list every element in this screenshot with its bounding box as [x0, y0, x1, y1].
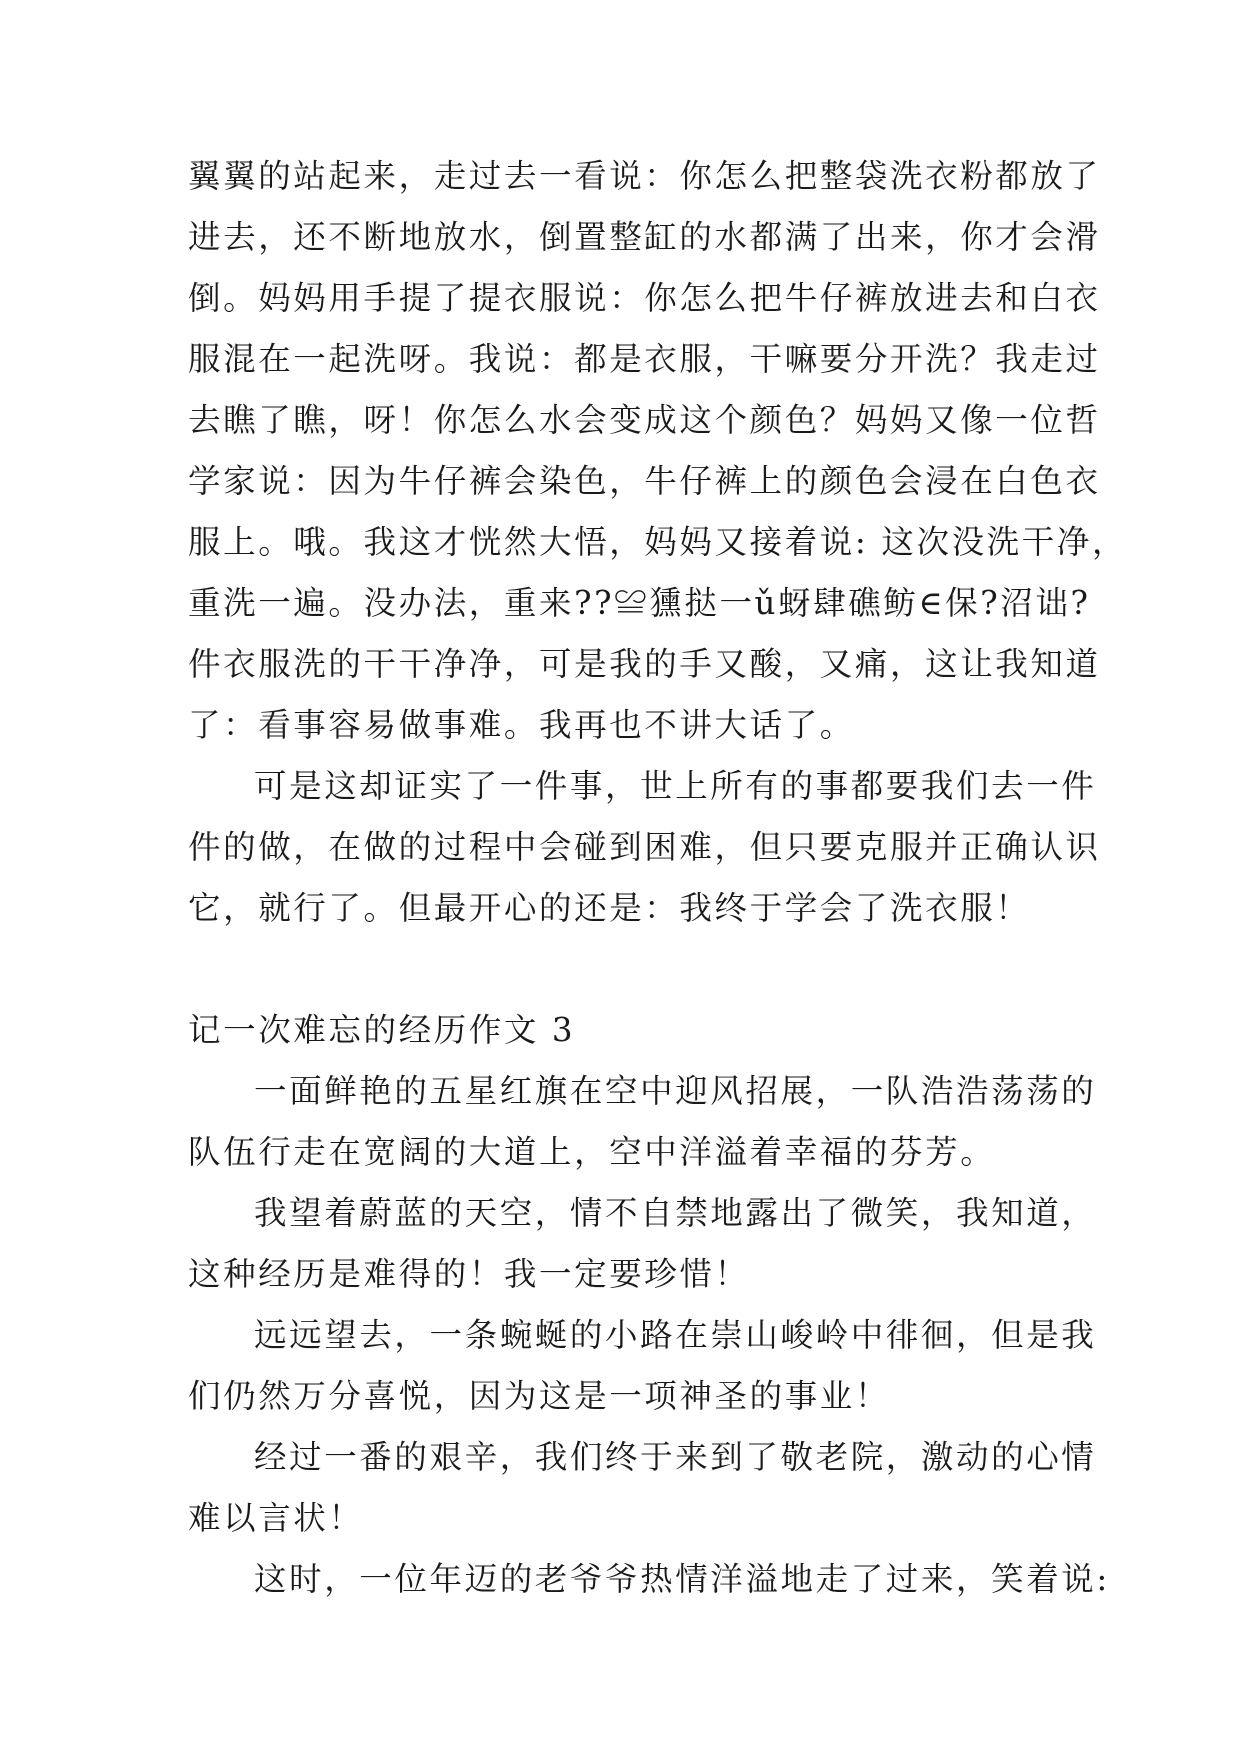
text-line: 了：看事容易做事难。我再也不讲大话了。 [188, 706, 855, 744]
text-line: 一面鲜艳的五星红旗在空中迎风招展，一队浩浩荡荡的 [254, 1072, 1097, 1110]
text-line: 服混在一起洗呀。我说：都是衣服，干嘛要分开洗？我走过 [188, 340, 1101, 378]
section-spacer [188, 939, 1068, 1000]
text-line: 翼翼的站起来，走过去一看说：你怎么把整袋洗衣粉都放了 [188, 157, 1101, 195]
text-line: 们仍然万分喜悦，因为这是一项神圣的事业！ [188, 1377, 891, 1415]
text-line: 件的做，在做的过程中会碰到困难，但只要克服并正确认识 [188, 828, 1101, 866]
text-line: 经过一番的艰辛，我们终于来到了敬老院，激动的心情 [254, 1438, 1097, 1476]
text-line: 去瞧了瞧，呀！你怎么水会变成这个颜色？妈妈又像一位哲 [188, 401, 1101, 439]
text-line: 进去，还不断地放水，倒置整缸的水都满了出来，你才会滑 [188, 218, 1101, 256]
paragraph [188, 756, 1101, 939]
document-body [188, 146, 1128, 1610]
paragraph [188, 1183, 1097, 1305]
text-line: 件衣服洗的干干净净，可是我的手又酸，又痛，这让我知道 [188, 645, 1101, 683]
section-heading: 记一次难忘的经历作文 3 [188, 1011, 576, 1049]
text-line: 可是这却证实了一件事，世上所有的事都要我们去一件 [254, 767, 1097, 805]
text-line: 远远望去，一条蜿蜒的小路在崇山峻岭中徘徊，但是我 [254, 1316, 1097, 1354]
paragraph [188, 146, 1128, 756]
paragraph [188, 1061, 1097, 1183]
section-memorable-experience [188, 1000, 1110, 1610]
text-line: 学家说：因为牛仔裤会染色，牛仔裤上的颜色会浸在白色衣 [188, 462, 1101, 500]
paragraph [188, 1549, 1110, 1610]
text-line: 难以言状！ [188, 1499, 364, 1537]
text-line: 我望着蔚蓝的天空，情不自禁地露出了微笑，我知道， [254, 1194, 1097, 1232]
section-laundry-story [188, 146, 1128, 939]
text-line: 这种经历是难得的！我一定要珍惜！ [188, 1255, 750, 1293]
text-line: 它，就行了。但最开心的还是：我终于学会了洗衣服！ [188, 889, 1031, 927]
paragraph [188, 1427, 1097, 1549]
text-line: 倒。妈妈用手提了提衣服说：你怎么把牛仔裤放进去和白衣 [188, 279, 1101, 317]
text-line: 服上。哦。我这才恍然大悟，妈妈又接着说: 这次没洗干净， [188, 523, 1128, 561]
text-line: 重洗一遍。没办法，重来??≌獯挞一ǔ蚜肆礁鲂∈保?沼诎? [188, 584, 1091, 622]
text-line: 这时，一位年迈的老爷爷热情洋溢地走了过来，笑着说: [254, 1560, 1110, 1598]
paragraph [188, 1305, 1097, 1427]
text-line: 队伍行走在宽阔的大道上，空中洋溢着幸福的芬芳。 [188, 1133, 996, 1171]
